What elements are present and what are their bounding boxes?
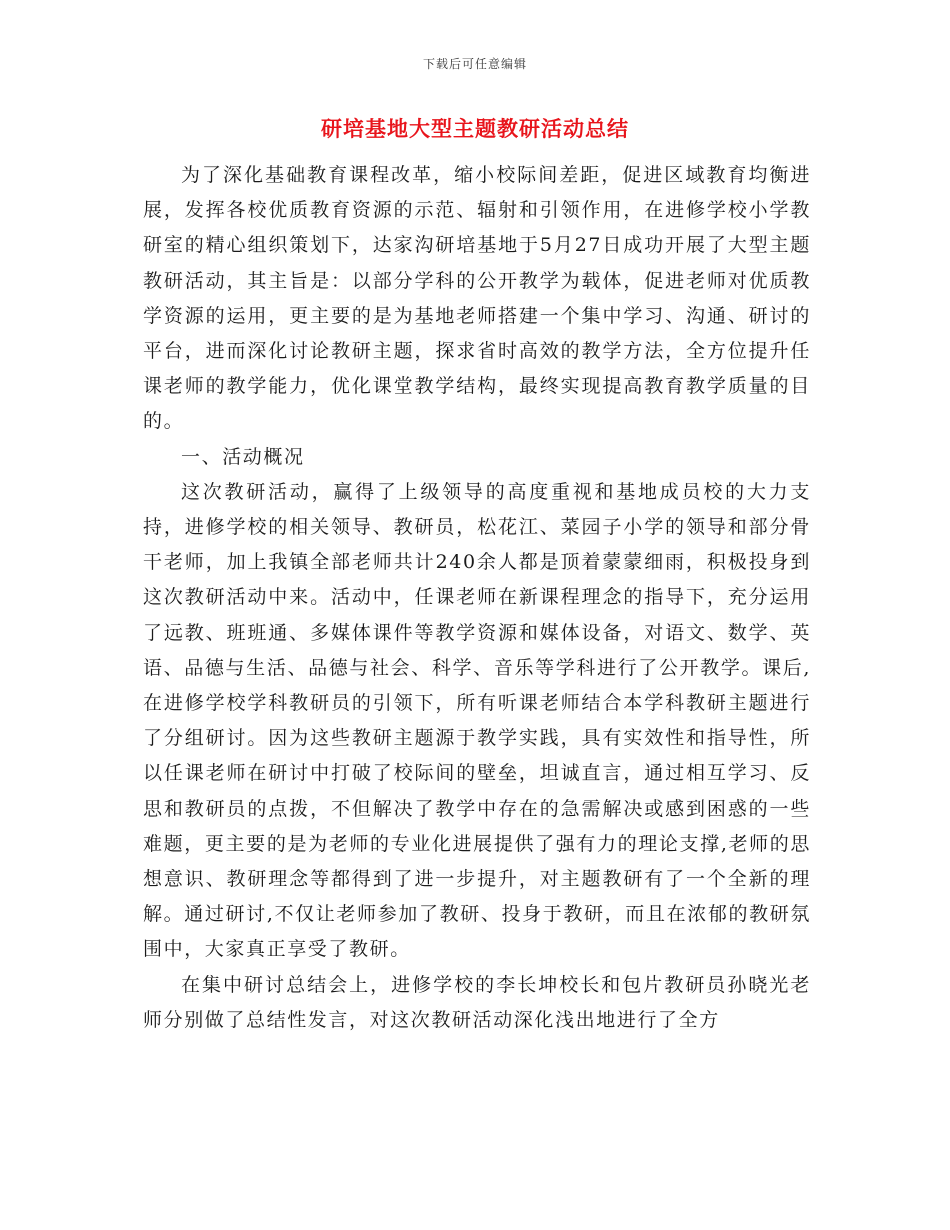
document-title: 研培基地大型主题教研活动总结: [321, 116, 629, 141]
header-note: 下载后可任意编辑: [422, 57, 527, 71]
section-heading: 一、活动概况: [181, 445, 305, 468]
paragraph-intro: 为了深化基础教育课程改革，缩小校际间差距，促进区域教育均衡进展，发挥各校优质教育资源的示范、辐射和引领作用，在进修学校小学教研室的精心组织策划下，达家沟研培基地于5月27日成功开展了大型主题教研活动，其主旨是：以部分学科的公开教学为载体，促进老师对优质教学资源的运用，更主要的是为基地老师搭建一个集中学习、沟通、研讨的平台，进而深化讨论教研主题，探求省时高效的教学方法，全方位提升任课老师的教学能力，优化课堂教学结构，最终实现提高教育教学质量的目的。: [143, 164, 811, 433]
paragraph-summary: 在集中研讨总结会上，进修学校的李长坤校长和包片教研员孙晓光老师分别做了总结性发言，对这次教研活动深化浅出地进行了全方: [143, 973, 811, 1031]
paragraph-overview: 这次教研活动，赢得了上级领导的高度重视和基地成员校的大力支持，进修学校的相关领导、教研员，松花江、菜园子小学的领导和部分骨干老师，加上我镇全部老师共计240余人都是顶着蒙蒙细雨，积极投身到这次教研活动中来。活动中，任课老师在新课程理念的指导下，充分运用了远教、班班通、多媒体课件等教学资源和媒体设备，对语文、数学、英语、品德与生活、品德与社会、科学、音乐等学科进行了公开教学。课后,在进修学校学科教研员的引领下，所有听课老师结合本学科教研主题进行了分组研讨。因为这些教研主题源于教学实践，具有实效性和指导性，所以任课老师在研讨中打破了校际间的壁垒，坦诚直言，通过相互学习、反思和教研员的点拨，不但解决了教学中存在的急需解决或感到困惑的一些难题，更主要的是为老师的专业化进展提供了强有力的理论支撑,老师的思想意识、教研理念等都得到了进一步提升，对主题教研有了一个全新的理解。通过研讨,不仅让老师参加了教研、投身于教研，而且在浓郁的教研氛围中，大家真正享受了教研。: [143, 480, 811, 961]
document-body: [143, 158, 811, 1038]
